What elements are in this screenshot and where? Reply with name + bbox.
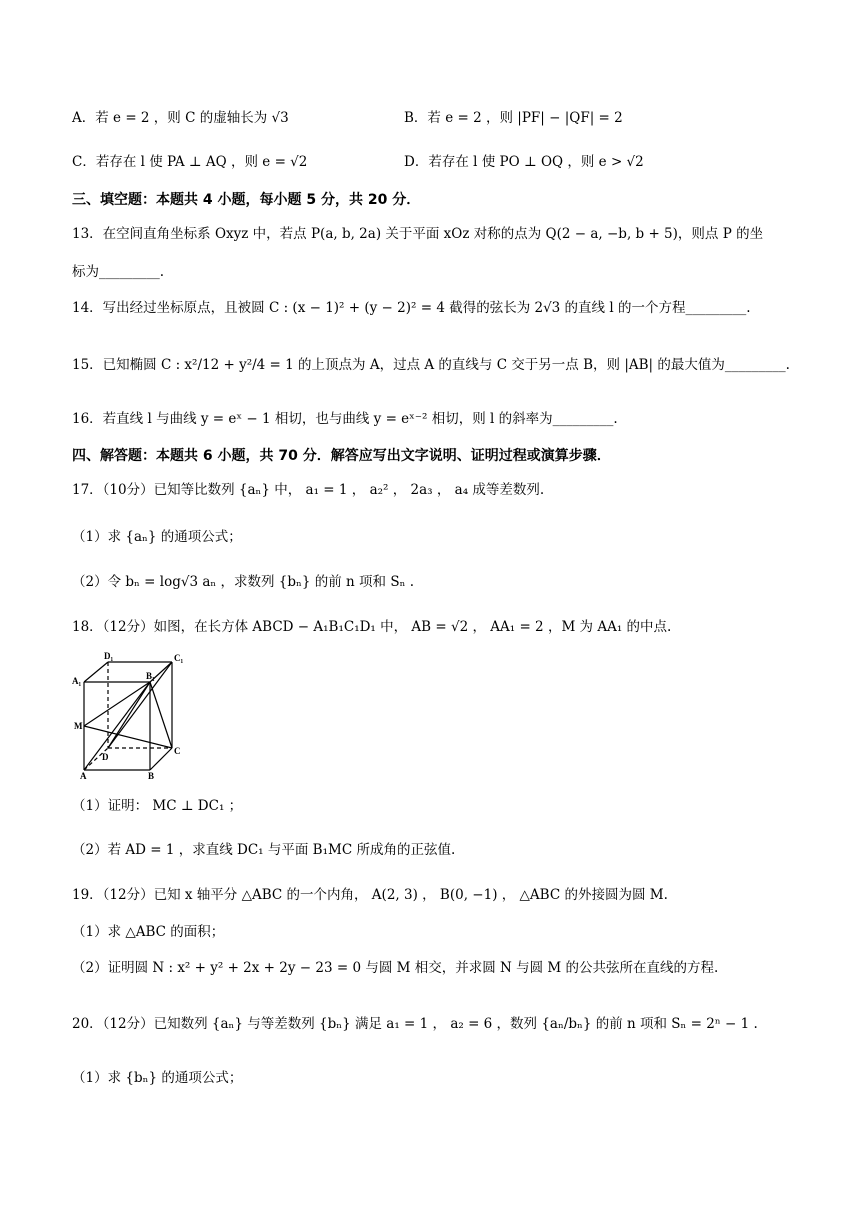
label-B: B [148, 771, 155, 780]
problem-line: 13．在空间直角坐标系 Oxyz 中，若点 P(a, b, 2a) 关于平面 xOz 对称的点为 Q(2 − a, −b, b + 5)，则点 P 的坐 [72, 226, 764, 242]
problem-line: （2）令 bₙ = log√3 aₙ ，求数列 {bₙ} 的前 n 项和 Sₙ . [72, 574, 414, 590]
problem-line: 19．（12分）已知 x 轴平分 △ABC 的一个内角， A(2, 3) ， B(0, −1) ， △ABC 的外接圆为圆 M. [72, 887, 668, 903]
label-C: C [174, 746, 181, 756]
seg-B1C [150, 682, 172, 748]
label-A: A [80, 771, 87, 780]
problem-line: 17．（10分）已知等比数列 {aₙ} 中， a₁ = 1 ， a₂² ， 2a₃ ， a₄ 成等差数列. [72, 482, 545, 498]
problem-line: B．若 e = 2 ，则 |PF| − |QF| = 2 [404, 110, 623, 126]
seg-MC [84, 726, 172, 748]
problem-line: 标为_________. [72, 264, 165, 280]
cuboid-figure [72, 652, 192, 780]
label-M: M [74, 721, 83, 731]
problem-line: D．若存在 l 使 PO ⊥ OQ ，则 e > √2 [404, 154, 644, 170]
problem-line: （2）证明圆 N : x² + y² + 2x + 2y − 23 = 0 与圆 M 相交，并求圆 N 与圆 M 的公共弦所在直线的方程. [72, 960, 719, 976]
problem-line: 16．若直线 l 与曲线 y = eˣ − 1 相切，也与曲线 y = eˣ⁻² 相切，则 l 的斜率为_________. [72, 411, 618, 427]
problem-line: （2）若 AD = 1 ，求直线 DC₁ 与平面 B₁MC 所成角的正弦值. [72, 842, 456, 858]
problem-line: C．若存在 l 使 PA ⊥ AQ ，则 e = √2 [72, 154, 308, 170]
problem-line: 14．写出经过坐标原点，且被圆 C : (x − 1)² + (y − 2)² = 4 截得的弦长为 2√3 的直线 l 的一个方程_________. [72, 300, 751, 316]
edge-BC [150, 748, 172, 770]
problem-line: （1）求 {bₙ} 的通项公式； [72, 1070, 243, 1086]
problem-line: 20．（12分）已知数列 {aₙ} 与等差数列 {bₙ} 满足 a₁ = 1 ， a₂ = 6 ，数列 {aₙ/bₙ} 的前 n 项和 Sₙ = 2ⁿ − 1 . [72, 1016, 758, 1032]
problem-line: （1）求 △ABC 的面积； [72, 924, 225, 940]
label-D1: D₁ [104, 652, 114, 661]
edge-A1D1 [84, 662, 108, 682]
label-D: D [102, 752, 109, 762]
problem-line: （1）求 {aₙ} 的通项公式； [72, 529, 242, 545]
problem-line: A．若 e = 2 ，则 C 的虚轴长为 √3 [72, 110, 289, 126]
problem-line: 18．（12分）如图，在长方体 ABCD − A₁B₁C₁D₁ 中， AB = √2 ， AA₁ = 2 ，M 为 AA₁ 的中点. [72, 619, 672, 635]
section-heading: 四、解答题：本题共 6 小题，共 70 分．解答应写出文字说明、证明过程或演算步骤． [72, 448, 611, 464]
problem-line: （1）证明： MC ⊥ DC₁ ； [72, 798, 243, 814]
seg-B1A [84, 682, 150, 770]
label-C1: C₁ [174, 653, 184, 663]
problem-line: 15．已知椭圆 C : x²/12 + y²/4 = 1 的上顶点为 A，过点 A 的直线与 C 交于另一点 B，则 |AB| 的最大值为_________. [72, 357, 790, 373]
label-B1: B₁ [146, 671, 155, 681]
seg-DC1 [108, 662, 172, 748]
seg-B1D [108, 682, 150, 748]
section-heading: 三、填空题：本题共 4 小题，每小题 5 分，共 20 分． [72, 192, 421, 208]
label-A1: A₁ [72, 676, 82, 686]
